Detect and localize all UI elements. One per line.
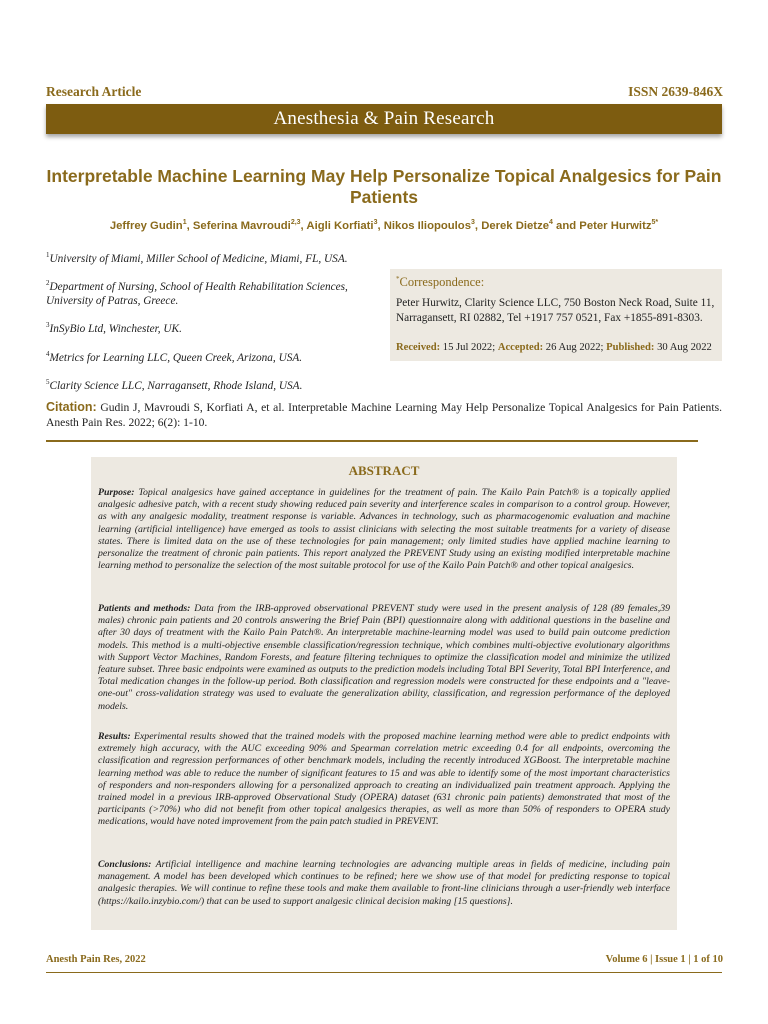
footer-divider [46, 972, 722, 973]
abstract-heading: ABSTRACT [348, 463, 420, 478]
received-date: 15 Jul 2022; [442, 342, 496, 353]
correspondence-heading-text: Correspondence: [399, 275, 485, 290]
abstract-conclusions [98, 859, 670, 908]
author-affiliation-mark: 3 [373, 219, 378, 226]
affiliation-5 [46, 375, 380, 393]
author-name: Seferina Mavroudi [192, 219, 291, 232]
abstract-conclusions-label: Conclusions: [98, 859, 152, 870]
section-divider [46, 440, 698, 442]
author-separator: , [186, 219, 193, 232]
affiliation-number: 1 [46, 251, 50, 259]
affiliation-2 [46, 276, 380, 308]
affiliation-text: Department of Nursing, School of Health Rehabilitation Sciences, University of Patras, Greece. [46, 280, 348, 307]
correspondence-address: Peter Hurwitz, Clarity Science LLC, 750 Boston Neck Road, Suite 11, Narragansett, RI 02882, Tel +1917 757 0521, Fax +1855-891-8303. [396, 297, 715, 324]
abstract-results [98, 731, 670, 829]
accepted-label: Accepted: [497, 342, 544, 353]
citation-text: Gudin J, Mavroudi S, Korfiati A, et al. Interpretable Machine Learning May Help Personalize Topical Analgesics for Pain Patients. Anesth Pain Res. 2022; 6(2): 1-10. [46, 401, 722, 429]
affiliation-1 [46, 248, 380, 266]
abstract-box [91, 457, 677, 930]
author-separator: , [300, 219, 307, 232]
affiliation-number: 4 [46, 350, 50, 358]
abstract-results-label: Results: [98, 731, 131, 742]
affiliation-number: 2 [46, 279, 50, 287]
affiliation-text: Metrics for Learning LLC, Queen Creek, Arizona, USA. [49, 351, 303, 364]
published-date: 30 Aug 2022 [657, 342, 712, 353]
affiliation-text: University of Miami, Miller School of Medicine, Miami, FL, USA. [49, 252, 348, 265]
journal-name: Anesthesia & Pain Research [273, 108, 495, 129]
correspondence-heading [396, 275, 484, 290]
affiliation-number: 5 [46, 378, 50, 386]
author-separator: and [552, 219, 580, 232]
author-name: Aigli Korfiati [306, 219, 374, 232]
abstract-purpose [98, 487, 670, 572]
issn-label: ISSN 2639-846X [628, 84, 723, 99]
author-separator: , [377, 219, 384, 232]
author-name: Derek Dietze [481, 219, 550, 232]
abstract-methods-label: Patients and methods: [98, 603, 191, 614]
author-affiliation-mark: 2,3 [290, 219, 301, 226]
author-name: Nikos Iliopoulos [383, 219, 471, 232]
journal-banner [46, 104, 722, 134]
article-title: Interpretable Machine Learning May Help Personalize Topical Analgesics for Pain Patients [46, 166, 722, 207]
author-name: Jeffrey Gudin [109, 219, 183, 232]
author-affiliation-mark: 5* [651, 219, 659, 226]
citation [46, 400, 722, 430]
accepted-date: 26 Aug 2022; [545, 342, 604, 353]
author-affiliation-mark: 3 [471, 219, 475, 226]
author-list [46, 219, 722, 232]
abstract-purpose-text: Topical analgesics have gained acceptance in guidelines for the treatment of pain. The Kailo Pain Patch® is a topically applied analgesic adhesive patch, with a recent study showing reduced pain severity and interference scales in comparison to a control group. However, as with any analgesic modality, treatment response is variable. Advances in technology, such as pharmacogenomic evaluation and machine learning (artificial intelligence) have emerged as tools to assist clinicians with selecting the most suitable treatments for a variety of disease states. There is limited data on the use of these technologies for pain management; only limited studies have applied machine learning to personalize the treatment of chronic pain patients. This report analyzed the PREVENT Study using an existing modified interpretable machine learning method to personalize the selection of the most suitable protocol for use of the Kailo Pain Patch® and other topical analgesics. [98, 487, 670, 572]
abstract-methods [98, 603, 670, 713]
abstract-results-text: Experimental results showed that the trained models with the proposed machine learning method were able to predict endpoints with extremely high accuracy, with the AUC exceeding 90% and Spearman correlation metric exceeding 0.4 for all endpoints, overcoming the classification and regression performances of other benchmark models, including the recently introduced XGBoost. The interpretable machine learning method was able to reduce the number of significant features to 15 and was able to identify some of the most important characteristics of responders and non-responders allowing for a personalized approach to creating an individualized pain treatment approach. Applying the trained model in a previous IRB-approved Observational Study (OPERA) dataset (631 chronic pain patients) demonstrated that most of the participants (>70%) who did not benefit from other topical analgesics therapies, as well as more than 50% of responders to OPERA study medications, would have noted improvement from the pain patch studied in PREVENT. [98, 731, 670, 828]
author-separator: , [474, 219, 482, 232]
correspondence-box [390, 269, 722, 361]
received-label: Received: [396, 342, 441, 353]
author-affiliation-mark: 1 [182, 219, 187, 226]
correspondence-marker: * [396, 275, 400, 283]
footer-journal-citation: Anesth Pain Res, 2022 [46, 954, 146, 965]
publication-dates [396, 342, 712, 353]
affiliation-4 [46, 347, 380, 365]
footer-page-info: Volume 6 | Issue 1 | 1 of 10 [605, 954, 723, 965]
abstract-purpose-label: Purpose: [98, 487, 135, 498]
affiliation-number: 3 [46, 321, 50, 329]
abstract-conclusions-text: Artificial intelligence and machine learning technologies are advancing multiple areas in fields of medicine, including pain management. A model has been developed which continues to be refined; here we show use of that model for predicting response to topical analgesic therapies. We will continue to refine these tools and make them available to front-line clinicians through a user-friendly web interface (https://kailo.inzybio.com/) that can be used to support analgesic clinical decision making [15 questions]. [98, 859, 670, 907]
abstract-methods-text: Data from the IRB-approved observational PREVENT study were used in the present analysis of 128 (89 females,39 males) chronic pain patients and 20 controls answering the Brief Pain (BPI) questionnaire along with additional questions in the baseline and after 30 days of treatment with the Kailo Pain Patch®. An interpretable machine-learning model was used to build pain outcome prediction models. This method is a multi-objective ensemble classification/regression technique, which combines multi-objective evolutionary algorithms with Support Vector Machines, Random Forests, and feature filtering techniques to optimize the classification model and minimize the utilized feature subset. Three basic endpoints were examined as outputs to the prediction models including Total BPI Severity, Total BPI Interference, and Total medication changes in the follow-up period. Both classification and regression models were constructed for these endpoints and a "leave-one-out" cross-validation strategy was used to evaluate the generalization ability, classification, and regression performance of the deployed models. [98, 603, 670, 712]
published-label: Published: [606, 342, 655, 353]
affiliation-3 [46, 318, 380, 336]
author-name: Peter Hurwitz [579, 219, 652, 232]
article-type-label: Research Article [46, 84, 142, 99]
affiliation-text: InSyBio Ltd, Winchester, UK. [49, 322, 182, 335]
author-affiliation-mark: 4 [549, 219, 553, 226]
citation-label: Citation: [46, 400, 97, 414]
affiliation-text: Clarity Science LLC, Narragansett, Rhode Island, USA. [49, 379, 303, 392]
